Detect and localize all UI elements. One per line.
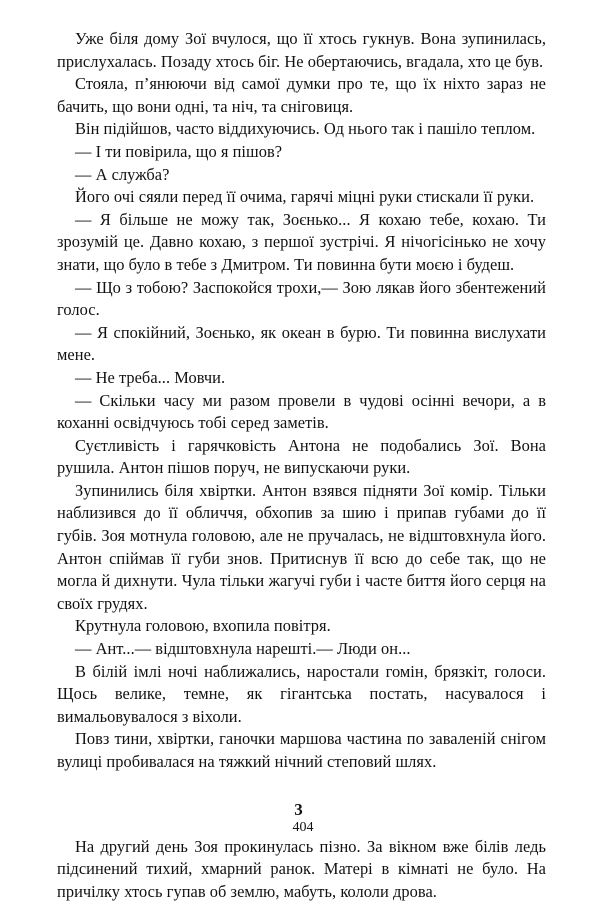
paragraph: Крутнула головою, вхопила повітря. (75, 616, 331, 636)
paragraph: Зупинились біля хвіртки. Антон взявся підняти Зої комір. Тільки наблизився до її обличчя, обхопив за шию і припав губами до її губів. Зоя мотнула головою, але не пручалась, не відштовхнула його. Антон спіймав її губи знов. Притиснув її всю до себе так, що не могла й дихнути. Чула тільки жагучі губи і часте биття його серця на своїх грудях. (57, 480, 546, 613)
dialogue-line: — А служба? (75, 164, 170, 184)
section-number: 3 (294, 799, 303, 819)
dialogue-line: — Скільки часу ми разом провели в чудові осінні вечори, а в коханні освідчуюсь тобі серед заметів. (57, 390, 546, 433)
paragraph: Він підійшов, часто віддихуючись. Од нього так і пашіло теплом. (75, 119, 536, 139)
paragraph: На другий день Зоя прокинулась пізно. За вікном вже білів ледь підсинений тихий, хмарний ранок. Матері в кімнаті не було. На причілку хтось гупав об землю, мабуть, кололи дрова. (57, 836, 546, 901)
paragraph: Уже біля дому Зої вчулося, що її хтось гукнув. Вона зупинилась, прислухалась. Позаду хтось біг. Не обертаючись, вгадала, хто це був. (57, 29, 546, 71)
dialogue-line: — Не треба... Мовчи. (75, 367, 226, 387)
paragraph: Його очі сяяли перед її очима, гарячі міцні руки стискали її руки. (75, 187, 535, 207)
dialogue-line: — Я більше не можу так, Зоєнько... Я кохаю тебе, кохаю. Ти зрозумій це. Давно кохаю, з першої зустрічі. Я нічогісінько не хочу знати, що було в тебе з Дмитром. Ти повинна бути моєю і будеш. (57, 209, 546, 274)
dialogue-line: — Ант...— відштовхнула нарешті.— Люди он... (75, 639, 411, 659)
paragraph: Повз тини, хвіртки, ганочки маршова частина по заваленій снігом вулиці пробивалася на тяжкий нічний степовий шлях. (57, 729, 546, 771)
paragraph: В білій імлі ночі наближались, наростали гомін, брязкіт, голоси. Щось велике, темне, як гігантська постать, насувалося і вимальовувалося з віхоли. (57, 661, 546, 726)
paragraph: Стояла, п’янюючи від самої думки про те, що їх ніхто зараз не бачить, що вони одні, та ніч, та сніговиця. (57, 74, 546, 116)
dialogue-line: — Що з тобою? Заспокойся трохи,— Зою лякав його збентежений голос. (57, 277, 546, 320)
dialogue-line: — Я спокійний, Зоєнько, як океан в бурю. Ти повинна вислухати мене. (57, 322, 546, 365)
text-body (57, 28, 546, 774)
paragraph: Суєтливість і гарячковість Антона не подобались Зої. Вона рушила. Антон пішов поруч, не випускаючи руки. (57, 435, 546, 478)
dialogue-line: — І ти повірила, що я пішов? (75, 141, 283, 161)
section-body (57, 836, 546, 903)
page-number: 404 (292, 820, 314, 835)
